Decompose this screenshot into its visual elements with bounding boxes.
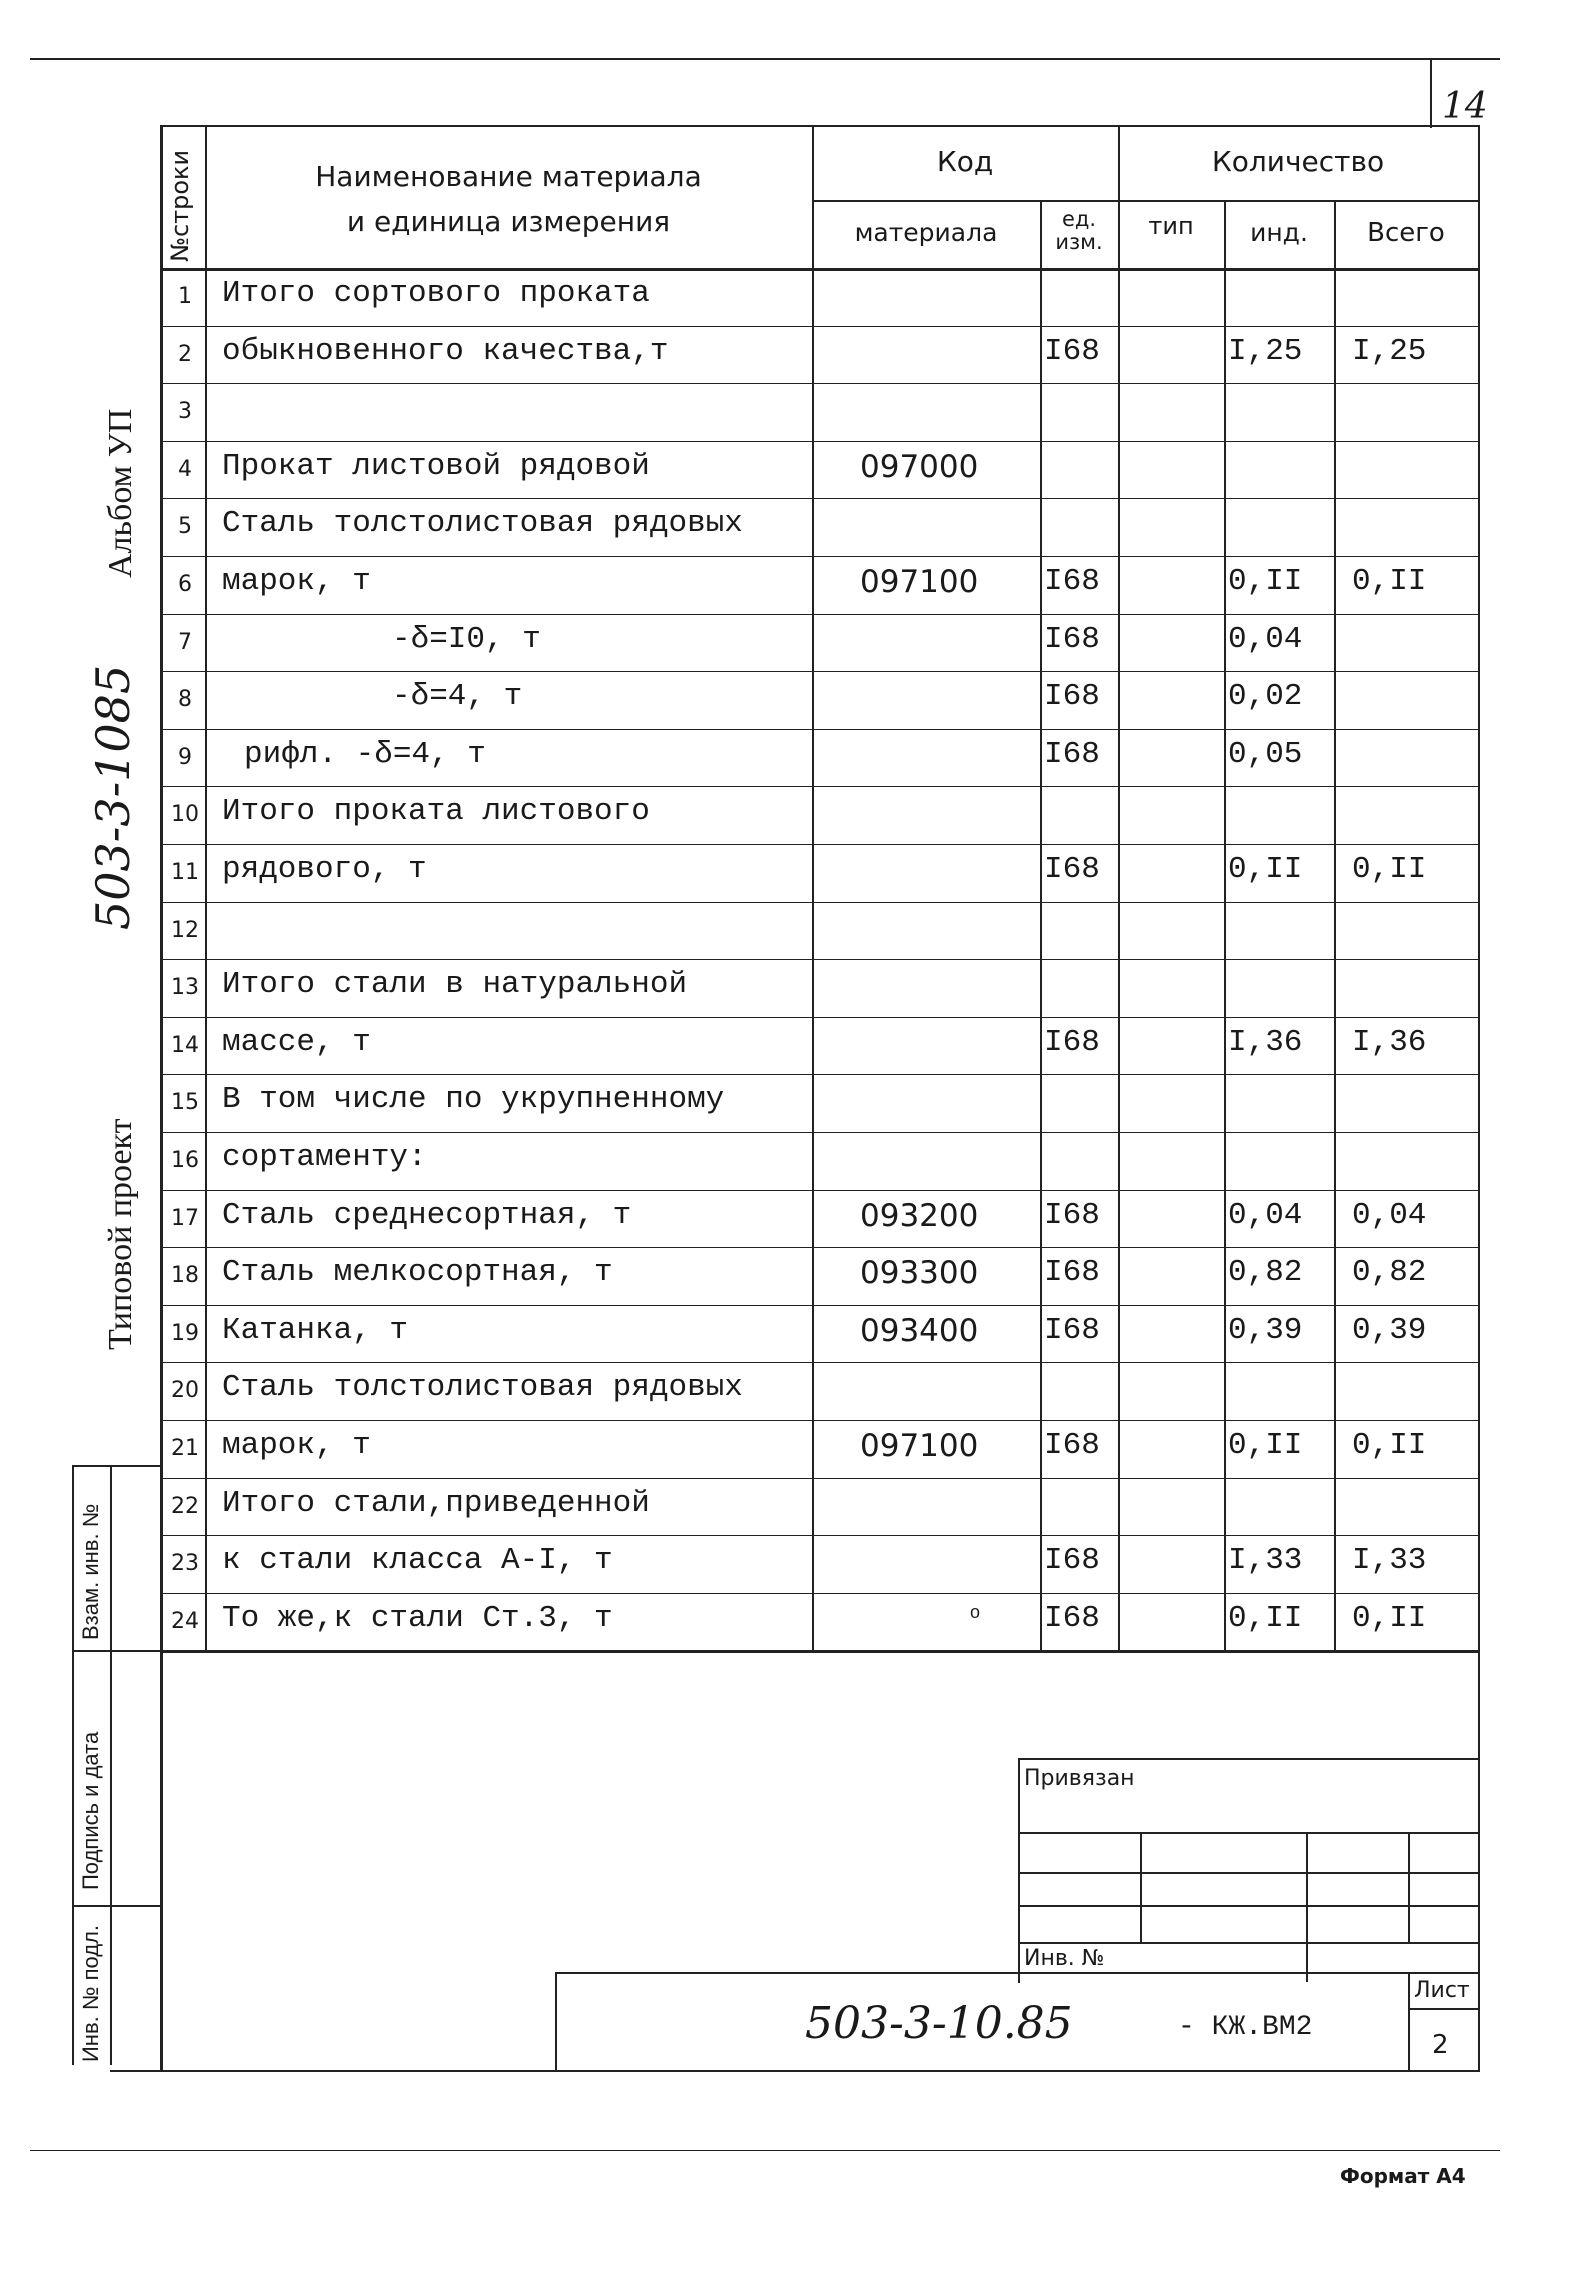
row-divider bbox=[160, 1190, 1480, 1191]
row-divider bbox=[160, 383, 1480, 384]
row-divider bbox=[160, 1132, 1480, 1133]
row-divider bbox=[160, 1420, 1480, 1421]
row-name: -δ=I0, т bbox=[392, 621, 541, 657]
row-name: Итого стали в натуральной bbox=[222, 967, 688, 1003]
row-divider bbox=[160, 326, 1480, 327]
tb-line-5 bbox=[1018, 1942, 1478, 1944]
col-line-unit bbox=[1118, 125, 1120, 1650]
table-bottom-border bbox=[160, 1650, 1480, 1653]
row-unit: I68 bbox=[1044, 852, 1100, 887]
row-name: к стали класса А-I, т bbox=[222, 1543, 613, 1579]
row-unit: I68 bbox=[1044, 736, 1100, 772]
row-number: 20 bbox=[171, 1378, 199, 1404]
format-label: Формат А4 bbox=[1340, 2164, 1466, 2188]
row-divider bbox=[160, 959, 1480, 960]
row-total: 0,II bbox=[1352, 1428, 1427, 1463]
page-frame-bottom bbox=[110, 2070, 1480, 2072]
row-number: 5 bbox=[178, 514, 192, 540]
row-code: 093300 bbox=[860, 1255, 979, 1292]
header-sub-divider bbox=[812, 200, 1480, 202]
row-number: 21 bbox=[171, 1436, 199, 1461]
row-unit: I68 bbox=[1044, 679, 1100, 715]
row-name: Итого проката листового bbox=[222, 794, 650, 830]
row-divider bbox=[160, 729, 1480, 730]
row-unit: I68 bbox=[1044, 333, 1100, 369]
table-top-border bbox=[160, 125, 1480, 127]
row-total: 0,II bbox=[1352, 1600, 1427, 1636]
row-name: обыкновенного качества,т bbox=[222, 333, 669, 369]
page-number: 14 bbox=[1442, 86, 1488, 127]
top-border-line bbox=[30, 58, 1500, 60]
row-divider bbox=[160, 1247, 1480, 1248]
row-name: Сталь мелкосортная, т bbox=[222, 1255, 613, 1291]
row-number: 10 bbox=[171, 802, 199, 828]
side-label-album: Альбом УП bbox=[102, 408, 139, 578]
row-number: 7 bbox=[178, 629, 192, 655]
row-unit: I68 bbox=[1044, 621, 1100, 657]
row-number: 19 bbox=[171, 1320, 199, 1346]
tb-sheet-code: - КЖ.ВМ2 bbox=[1178, 2012, 1313, 2043]
stamp-row-line-1 bbox=[72, 1465, 162, 1467]
tb-sheet-value: 2 bbox=[1432, 2030, 1449, 2060]
col-line-ind bbox=[1334, 200, 1336, 1650]
row-number: 13 bbox=[171, 975, 199, 1001]
row-total: 0,II bbox=[1352, 852, 1427, 887]
header-code-material: материала bbox=[854, 218, 998, 247]
row-name: Сталь толстолистовая рядовых bbox=[222, 506, 743, 542]
tb-sheet-label: Лист bbox=[1414, 1978, 1470, 2003]
row-total: 0,04 bbox=[1352, 1197, 1427, 1233]
row-divider bbox=[160, 556, 1480, 557]
row-number: 4 bbox=[178, 456, 192, 482]
row-name: массе, т bbox=[222, 1024, 371, 1060]
tb-main-left bbox=[555, 1972, 557, 2070]
row-total: 0,82 bbox=[1352, 1255, 1427, 1291]
row-name: -δ=4, т bbox=[392, 679, 523, 715]
row-name: Сталь толстолистовая рядовых bbox=[222, 1370, 743, 1406]
row-ind: 0,39 bbox=[1228, 1312, 1303, 1348]
row-divider bbox=[160, 1017, 1480, 1018]
row-code: 097100 bbox=[860, 564, 979, 600]
row-ind: I,25 bbox=[1228, 333, 1303, 369]
table-right-border bbox=[1478, 125, 1480, 2070]
row-number: 3 bbox=[178, 399, 192, 425]
row-divider bbox=[160, 1305, 1480, 1306]
row-number: 15 bbox=[171, 1090, 199, 1116]
row-ind: 0,02 bbox=[1228, 679, 1303, 715]
row-ind: 0,II bbox=[1228, 1428, 1303, 1463]
row-number: 9 bbox=[178, 744, 192, 770]
row-name: Сталь среднесортная, т bbox=[222, 1197, 632, 1233]
row-name: Итого сортового проката bbox=[222, 276, 650, 311]
header-qty-ind: инд. bbox=[1250, 218, 1308, 247]
side-label-code: 503-3-1085 bbox=[86, 664, 140, 930]
tb-col-2 bbox=[1306, 1832, 1308, 1982]
row-number: 8 bbox=[178, 687, 192, 713]
row-ind: 0,04 bbox=[1228, 1197, 1303, 1233]
row-name: рядового, т bbox=[222, 852, 427, 887]
header-qty-type: тип bbox=[1148, 212, 1194, 240]
row-number: 22 bbox=[171, 1493, 199, 1519]
row-divider bbox=[160, 671, 1480, 672]
row-code: 093200 bbox=[860, 1197, 979, 1234]
row-unit: I68 bbox=[1044, 1024, 1100, 1060]
row-unit: I68 bbox=[1044, 1600, 1100, 1636]
row-divider bbox=[160, 441, 1480, 442]
row-divider bbox=[160, 498, 1480, 499]
row-divider bbox=[160, 786, 1480, 787]
row-name: марок, т bbox=[222, 564, 371, 599]
row-number: 24 bbox=[171, 1608, 199, 1634]
stamp-inv-podl: Инв. № подл. bbox=[78, 1924, 103, 2062]
row-unit: I68 bbox=[1044, 1197, 1100, 1233]
row-unit: I68 bbox=[1044, 1255, 1100, 1291]
stamp-vzam-inv: Взам. инв. № bbox=[78, 1503, 103, 1640]
stamp-col-left bbox=[72, 1465, 74, 2065]
header-row-no: №строки bbox=[166, 149, 194, 262]
row-name: Итого стали,приведенной bbox=[222, 1485, 650, 1521]
row-divider bbox=[160, 1535, 1480, 1536]
stamp-row-line-3 bbox=[72, 1905, 162, 1907]
stamp-col-mid bbox=[110, 1465, 112, 2065]
row-total: 0,39 bbox=[1352, 1312, 1427, 1348]
stamp-signature-date: Подпись и дата bbox=[78, 1731, 103, 1890]
side-label-project: Типовой проект bbox=[102, 1118, 139, 1350]
tb-drawing-code: 503-3-10.85 bbox=[805, 1998, 1073, 2049]
row-divider bbox=[160, 1593, 1480, 1594]
row-number: 16 bbox=[171, 1148, 199, 1173]
header-bottom-border bbox=[160, 268, 1480, 271]
row-name: рифл. -δ=4, т bbox=[244, 736, 486, 772]
row-divider bbox=[160, 1478, 1480, 1479]
row-name: марок, т bbox=[222, 1428, 371, 1463]
row-number: 11 bbox=[171, 860, 199, 885]
row-name: То же,к стали Ст.3, т bbox=[222, 1600, 613, 1636]
row-divider bbox=[160, 1074, 1480, 1075]
stamp-row-line-2 bbox=[72, 1650, 162, 1652]
tb-inv-no: Инв. № bbox=[1024, 1946, 1105, 1971]
header-code-unit: ед. изм. bbox=[1055, 207, 1103, 254]
row-name: Прокат листовой рядовой bbox=[222, 448, 650, 484]
tb-main-top bbox=[555, 1972, 1478, 1974]
row-total: 0,II bbox=[1352, 564, 1427, 599]
row-ind: I,33 bbox=[1228, 1543, 1303, 1579]
row-ind: 0,II bbox=[1228, 852, 1303, 887]
row-ind: 0,05 bbox=[1228, 736, 1303, 772]
row-ind: 0,82 bbox=[1228, 1255, 1303, 1291]
row-number: 14 bbox=[171, 1032, 199, 1058]
row-ind: 0,II bbox=[1228, 1600, 1303, 1636]
row-ind: I,36 bbox=[1228, 1024, 1303, 1060]
row-name: сортаменту: bbox=[222, 1140, 427, 1175]
row-name: В том числе по укрупненному bbox=[222, 1082, 725, 1118]
row-number: 18 bbox=[171, 1263, 199, 1289]
row-ind: 0,II bbox=[1228, 564, 1303, 599]
tb-sheet-line bbox=[1408, 2008, 1478, 2010]
tb-sheet-divider bbox=[1408, 1972, 1410, 2070]
row-number: 17 bbox=[171, 1205, 199, 1231]
tb-col-1 bbox=[1140, 1832, 1142, 1942]
row-unit: I68 bbox=[1044, 1543, 1100, 1579]
row-name: Катанка, т bbox=[222, 1312, 409, 1348]
row-divider bbox=[160, 1362, 1480, 1363]
bottom-border-line bbox=[30, 2150, 1500, 2151]
col-line-code bbox=[1040, 200, 1042, 1650]
row-code: 097000 bbox=[860, 448, 979, 485]
tb-privyazan: Привязан bbox=[1024, 1766, 1135, 1791]
header-name-line1: Наименование материала bbox=[315, 160, 702, 193]
row-ind: 0,04 bbox=[1228, 621, 1303, 657]
row-number: 12 bbox=[171, 917, 199, 943]
header-qty: Количество bbox=[1211, 145, 1385, 178]
row-code: 097100 bbox=[860, 1428, 979, 1464]
row-number: 1 bbox=[178, 284, 192, 309]
row-divider bbox=[160, 902, 1480, 903]
tb-left-border bbox=[1018, 1758, 1020, 1983]
page-number-divider bbox=[1430, 58, 1432, 128]
row-total: I,36 bbox=[1352, 1024, 1427, 1060]
header-qty-total: Всего bbox=[1367, 218, 1445, 248]
stray-mark: o bbox=[970, 1602, 981, 1622]
row-number: 23 bbox=[171, 1551, 199, 1577]
header-name-line2: и единица измерения bbox=[346, 205, 671, 238]
col-line-type bbox=[1224, 200, 1226, 1650]
row-unit: I68 bbox=[1044, 1312, 1100, 1348]
row-total: I,25 bbox=[1352, 333, 1427, 369]
row-unit: I68 bbox=[1044, 1428, 1100, 1463]
header-code: Код bbox=[936, 145, 994, 178]
row-unit: I68 bbox=[1044, 564, 1100, 599]
row-number: 6 bbox=[178, 572, 192, 597]
row-code: 093400 bbox=[860, 1312, 979, 1349]
row-divider bbox=[160, 844, 1480, 845]
tb-top-line bbox=[1018, 1758, 1478, 1760]
row-total: I,33 bbox=[1352, 1543, 1427, 1579]
row-number: 2 bbox=[178, 341, 192, 367]
row-divider bbox=[160, 614, 1480, 615]
tb-col-3 bbox=[1408, 1832, 1410, 1942]
col-line-name bbox=[812, 125, 814, 1650]
